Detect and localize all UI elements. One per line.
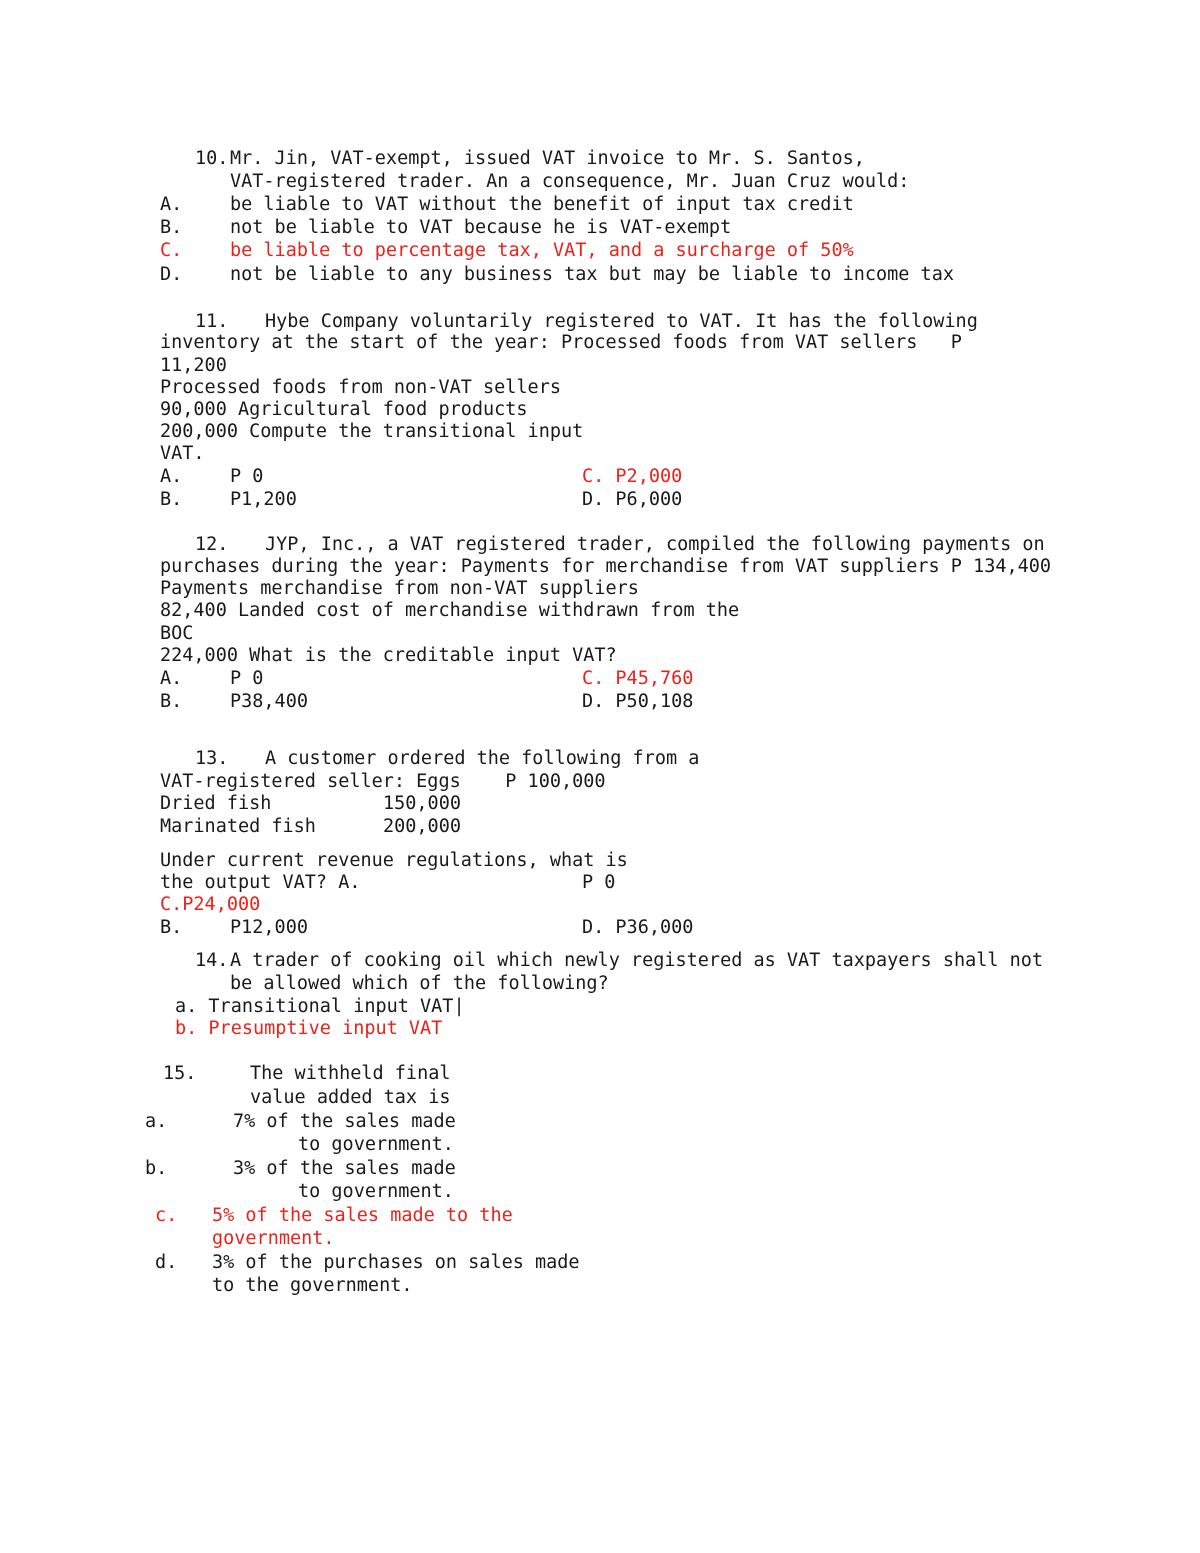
q14-option-b: b. Presumptive input VAT xyxy=(175,1018,443,1039)
q11-line4: Processed foods from non-VAT sellers xyxy=(160,377,561,398)
q10-option-d-letter: D. xyxy=(160,264,183,285)
q13-option-b-text: P12,000 xyxy=(230,917,308,938)
q12-line4: 82,400 Landed cost of merchandise withdrawn from the xyxy=(160,600,740,621)
q15-option-b-line1: 3% of the sales made xyxy=(233,1158,456,1179)
q11-option-c: C. P2,000 xyxy=(582,466,683,487)
q15-option-b-line2: to government. xyxy=(298,1181,454,1202)
q10-option-c-text: be liable to percentage tax, VAT, and a surcharge of 50% xyxy=(230,240,854,261)
q14-stem-line1: A trader of cooking oil which newly registered as VAT taxpayers shall not xyxy=(230,950,1044,971)
q12-option-a-text: P 0 xyxy=(230,668,264,689)
q12-option-a-letter: A. xyxy=(160,668,183,689)
q15-option-a-line1: 7% of the sales made xyxy=(233,1111,456,1132)
q15-option-c-line1: 5% of the sales made to the xyxy=(212,1205,513,1226)
q10-option-d-text: not be liable to any business tax but may be liable to income tax xyxy=(230,264,954,285)
q11-option-b-letter: B. xyxy=(160,489,183,510)
q12-line6: 224,000 What is the creditable input VAT? xyxy=(160,645,617,666)
q11-option-a-text: P 0 xyxy=(230,466,264,487)
q12-line3: Payments merchandise from non-VAT suppliers xyxy=(160,578,639,599)
q13-option-a-text: P 0 xyxy=(582,872,616,893)
q11-line3: 11,200 xyxy=(160,355,227,376)
q11-option-b-text: P1,200 xyxy=(230,489,297,510)
q12-line1: JYP, Inc., a VAT registered trader, compiled the following payments on xyxy=(265,534,1045,555)
q15-option-d-letter: d. xyxy=(155,1252,178,1273)
q12-option-c: C. P45,760 xyxy=(582,668,694,689)
q15-option-c-line2: government. xyxy=(212,1228,335,1249)
q10-option-c-letter: C. xyxy=(160,240,183,261)
q15-option-a-line2: to government. xyxy=(298,1134,454,1155)
q12-number: 12. xyxy=(195,534,229,555)
q13-item-name: Dried fish xyxy=(160,793,272,814)
q15-option-d-line1: 3% of the purchases on sales made xyxy=(212,1252,580,1273)
q10-stem-line1: Mr. Jin, VAT-exempt, issued VAT invoice to Mr. S. Santos, xyxy=(230,148,865,169)
q13-item-name: Marinated fish xyxy=(160,816,316,837)
q10-option-a-text: be liable to VAT without the benefit of input tax credit xyxy=(230,194,854,215)
q13-item-amount: 200,000 xyxy=(383,816,461,837)
q11-number: 11. xyxy=(195,311,229,332)
q13-option-d: D. P36,000 xyxy=(582,917,694,938)
q15-stem-line1: The withheld final xyxy=(250,1063,451,1084)
q13-option-c: C.P24,000 xyxy=(160,894,261,915)
q11-option-a-letter: A. xyxy=(160,466,183,487)
q12-line2: purchases during the year: Payments for merchandise from VAT suppliers P 134,400 xyxy=(160,556,1052,577)
q10-option-b-letter: B. xyxy=(160,217,183,238)
q11-line1: Hybe Company voluntarily registered to VAT. It has the following xyxy=(265,311,978,332)
q12-option-b-text: P38,400 xyxy=(230,691,308,712)
q15-option-d-line2: to the government. xyxy=(212,1275,413,1296)
q12-option-b-letter: B. xyxy=(160,691,183,712)
q10-option-b-text: not be liable to VAT because he is VAT-exempt xyxy=(230,217,732,238)
q11-line5: 90,000 Agricultural food products xyxy=(160,399,528,420)
q14-stem-line2: be allowed which of the following? xyxy=(230,973,609,994)
q11-line6: 200,000 Compute the transitional input xyxy=(160,421,584,442)
q15-number: 15. xyxy=(163,1063,197,1084)
q13-stem-line2: VAT-registered seller: Eggs P 100,000 xyxy=(160,771,606,792)
q10-number: 10. xyxy=(195,148,229,169)
q13-item-amount: 150,000 xyxy=(383,793,461,814)
q13-number: 13. xyxy=(195,748,229,769)
q10-stem-line2: VAT-registered trader. An a consequence, Mr. Juan Cruz would: xyxy=(230,171,910,192)
q13-question-line2: the output VAT? A. xyxy=(160,872,361,893)
q10-option-a-letter: A. xyxy=(160,194,183,215)
q13-stem-line1: A customer ordered the following from a xyxy=(265,748,700,769)
q13-option-b-letter: B. xyxy=(160,917,183,938)
q15-stem-line2: value added tax is xyxy=(250,1087,451,1108)
q14-number: 14. xyxy=(195,950,229,971)
q11-option-d: D. P6,000 xyxy=(582,489,683,510)
q14-option-a: a. Transitional input VAT| xyxy=(175,996,465,1017)
q12-option-d: D. P50,108 xyxy=(582,691,694,712)
q11-line2: inventory at the start of the year: Processed foods from VAT sellers P xyxy=(160,332,962,353)
q12-line5: BOC xyxy=(160,623,194,644)
q15-option-a-letter: a. xyxy=(145,1111,168,1132)
q15-option-c-letter: c. xyxy=(155,1205,178,1226)
q13-question-line1: Under current revenue regulations, what is xyxy=(160,850,628,871)
q11-line7: VAT. xyxy=(160,443,205,464)
q15-option-b-letter: b. xyxy=(145,1158,168,1179)
